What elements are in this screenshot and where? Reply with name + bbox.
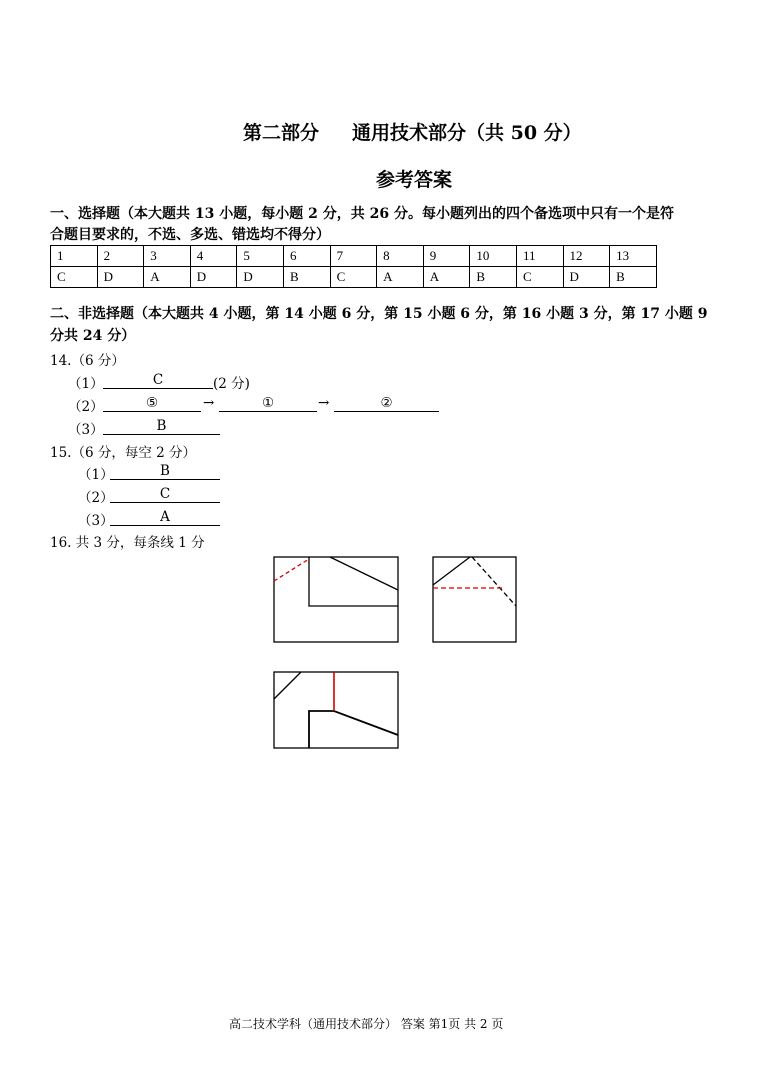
answer-table-answer-row	[51, 267, 657, 288]
q14-part1-score: (2 分)	[213, 376, 250, 392]
question-number-cell: 11	[516, 246, 563, 267]
q15-item2-answer: C	[110, 486, 220, 503]
answer-cell: C	[516, 267, 563, 288]
q14-label: 14.（6 分）	[50, 353, 125, 369]
top-view	[274, 672, 398, 748]
question-number-cell: 5	[237, 246, 284, 267]
q15-item3-label: （3）	[78, 513, 114, 529]
answer-cell: D	[237, 267, 284, 288]
q16-label: 16. 共 3 分，每条线 1 分	[50, 535, 205, 551]
question-number-cell: 6	[283, 246, 330, 267]
question-number-cell: 1	[51, 246, 98, 267]
section1-heading-line1: 一、选择题（本大题共 13 小题，每小题 2 分，共 26 分。每小题列出的四个备选项中只有一个是符	[50, 206, 674, 222]
answer-title: 参考答案	[376, 169, 453, 191]
answer-cell: A	[423, 267, 470, 288]
part-title: 第二部分	[243, 122, 320, 144]
answer-cell: B	[283, 267, 330, 288]
answer-cell: D	[97, 267, 144, 288]
q15-label: 15.（6 分，每空 2 分）	[50, 445, 197, 461]
side-view	[433, 557, 516, 642]
q14-part2-label: （2）	[68, 399, 104, 415]
section1-heading-line2: 合题目要求的，不选、多选、错选均不得分）	[50, 227, 330, 243]
q15-item1-answer: B	[110, 463, 220, 480]
answer-cell: C	[330, 267, 377, 288]
q14-arrow-1: →	[203, 395, 215, 411]
answer-cell: A	[377, 267, 424, 288]
page-footer: 高二技术学科（通用技术部分） 答案 第1页 共 2 页	[229, 1017, 504, 1031]
q14-part2-answer-3: ②	[334, 395, 439, 412]
subject-title: 通用技术部分（共 50 分）	[352, 122, 582, 144]
question-number-cell: 12	[563, 246, 610, 267]
answer-table-number-row	[51, 246, 657, 267]
answer-table	[50, 245, 657, 288]
answer-cell: B	[470, 267, 517, 288]
question-number-cell: 7	[330, 246, 377, 267]
question-number-cell: 13	[610, 246, 657, 267]
answer-cell: B	[610, 267, 657, 288]
front-view-added-line	[274, 559, 309, 581]
q14-part3-label: （3）	[68, 422, 104, 438]
q14-arrow-2: →	[318, 395, 330, 411]
question-number-cell: 9	[423, 246, 470, 267]
front-view	[274, 557, 398, 642]
q14-part1-label: （1）	[68, 376, 104, 392]
q14-part1-answer: C	[103, 372, 213, 389]
question-number-cell: 10	[470, 246, 517, 267]
question-number-cell: 2	[97, 246, 144, 267]
q14-part2-answer-2: ①	[219, 395, 317, 412]
answer-cell: A	[144, 267, 191, 288]
question-number-cell: 8	[377, 246, 424, 267]
answer-cell: D	[563, 267, 610, 288]
section2-heading-line1: 二、非选择题（本大题共 4 小题，第 14 小题 6 分，第 15 小题 6 分，第 16 小题 3 分，第 17 小题 9	[50, 306, 708, 322]
q15-item1-label: （1）	[78, 467, 114, 483]
section2-heading-line2: 分共 24 分）	[50, 328, 136, 344]
q15-item3-answer: A	[110, 509, 220, 526]
q15-item2-label: （2）	[78, 490, 114, 506]
question-number-cell: 4	[190, 246, 237, 267]
q14-part2-answer-1: ⑤	[103, 395, 201, 412]
answer-cell: C	[51, 267, 98, 288]
answer-cell: D	[190, 267, 237, 288]
q14-part3-answer: B	[103, 418, 220, 435]
question-number-cell: 3	[144, 246, 191, 267]
